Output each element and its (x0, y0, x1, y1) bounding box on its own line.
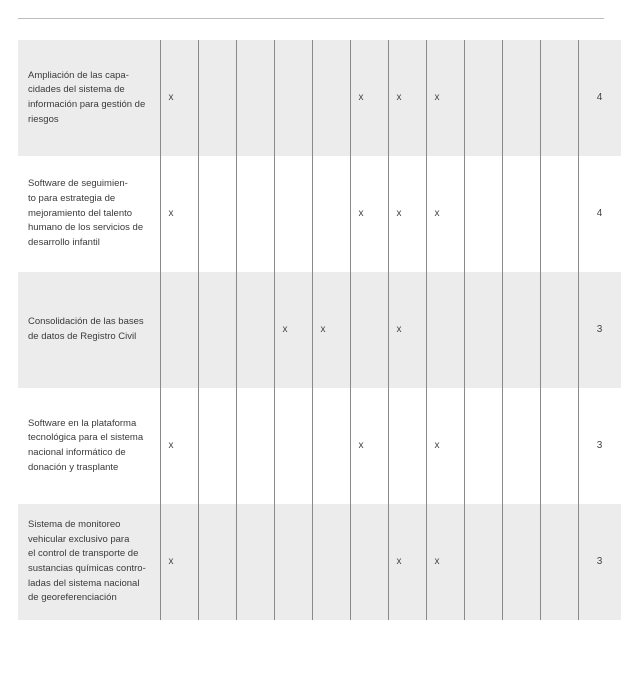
project-description (18, 272, 160, 388)
table-row (18, 504, 621, 620)
mark-cell (350, 272, 388, 388)
mark-cell (236, 272, 274, 388)
description-line: desarrollo infantil (28, 237, 100, 249)
mark-cell (312, 156, 350, 272)
mark-cell (312, 40, 350, 156)
description-line: donación y trasplante (28, 461, 119, 473)
table-row (18, 40, 621, 156)
mark-cell (236, 504, 274, 620)
description-line: humano de los servicios de (28, 222, 144, 234)
mark-cell: x (426, 156, 464, 272)
mark-cell (502, 40, 540, 156)
mark-cell: x (350, 40, 388, 156)
mark-cell (274, 504, 312, 620)
project-description (18, 40, 160, 156)
table-row (18, 388, 621, 504)
mark-cell: x (312, 272, 350, 388)
mark-cell: x (350, 156, 388, 272)
mark-cell (502, 388, 540, 504)
description-line: vehicular exclusivo para (28, 533, 130, 545)
mark-cell (464, 156, 502, 272)
description-line: riesgos (28, 113, 59, 125)
mark-cell (464, 388, 502, 504)
mark-cell (274, 40, 312, 156)
mark-cell: x (274, 272, 312, 388)
mark-cell: x (160, 504, 198, 620)
mark-cell (502, 272, 540, 388)
mark-cell (312, 504, 350, 620)
project-description (18, 504, 160, 620)
mark-cell (236, 156, 274, 272)
mark-cell (236, 388, 274, 504)
mark-cell: x (426, 388, 464, 504)
table-row (18, 156, 621, 272)
mark-cell (464, 504, 502, 620)
total-cell: 4 (578, 156, 621, 272)
description-line: ladas del sistema nacional (28, 577, 140, 589)
mark-cell (236, 40, 274, 156)
mark-cell (198, 40, 236, 156)
matrix-body (18, 40, 621, 620)
mark-cell (274, 156, 312, 272)
project-description (18, 156, 160, 272)
mark-cell (388, 388, 426, 504)
total-cell: 3 (578, 272, 621, 388)
mark-cell (540, 40, 578, 156)
mark-cell: x (388, 40, 426, 156)
mark-cell (540, 156, 578, 272)
description-line: tecnológica para el sistema (28, 432, 144, 444)
mark-cell: x (160, 156, 198, 272)
mark-cell (274, 388, 312, 504)
mark-cell (540, 504, 578, 620)
mark-cell: x (350, 388, 388, 504)
mark-cell: x (160, 388, 198, 504)
mark-cell: x (388, 504, 426, 620)
mark-cell: x (388, 156, 426, 272)
mark-cell (198, 272, 236, 388)
mark-cell (350, 504, 388, 620)
mark-cell (198, 388, 236, 504)
mark-cell: x (426, 40, 464, 156)
mark-cell (160, 272, 198, 388)
mark-cell (198, 156, 236, 272)
mark-cell: x (426, 504, 464, 620)
description-line: Ampliación de las capa- (28, 69, 129, 81)
description-line: mejoramiento del talento (28, 207, 133, 219)
mark-cell (426, 272, 464, 388)
mark-cell (540, 272, 578, 388)
mark-cell (198, 504, 236, 620)
description-line: el control de transporte de (28, 548, 139, 560)
description-line: información para gestión de (28, 99, 146, 110)
project-matrix-table (18, 40, 621, 620)
description-line: de datos de Registro Civil (28, 331, 137, 342)
total-cell: 3 (578, 388, 621, 504)
total-cell: 3 (578, 504, 621, 620)
total-cell: 4 (578, 40, 621, 156)
mark-cell: x (388, 272, 426, 388)
mark-cell (464, 272, 502, 388)
description-line: Software de seguimien- (28, 178, 128, 190)
description-line: Sistema de monitoreo (28, 518, 121, 530)
mark-cell: x (160, 40, 198, 156)
description-line: to para estrategia de (28, 192, 116, 204)
mark-cell (312, 388, 350, 504)
mark-cell (540, 388, 578, 504)
description-line: nacional informático de (28, 447, 126, 458)
description-line: sustancias químicas contro- (28, 563, 146, 574)
top-rule (18, 18, 604, 19)
mark-cell (502, 156, 540, 272)
description-line: Consolidación de las bases (28, 316, 144, 328)
mark-cell (502, 504, 540, 620)
description-line: cidades del sistema de (28, 84, 125, 96)
mark-cell (464, 40, 502, 156)
description-line: de georeferenciación (28, 592, 117, 604)
project-description (18, 388, 160, 504)
table-row (18, 272, 621, 388)
description-line: Software en la plataforma (28, 417, 137, 429)
